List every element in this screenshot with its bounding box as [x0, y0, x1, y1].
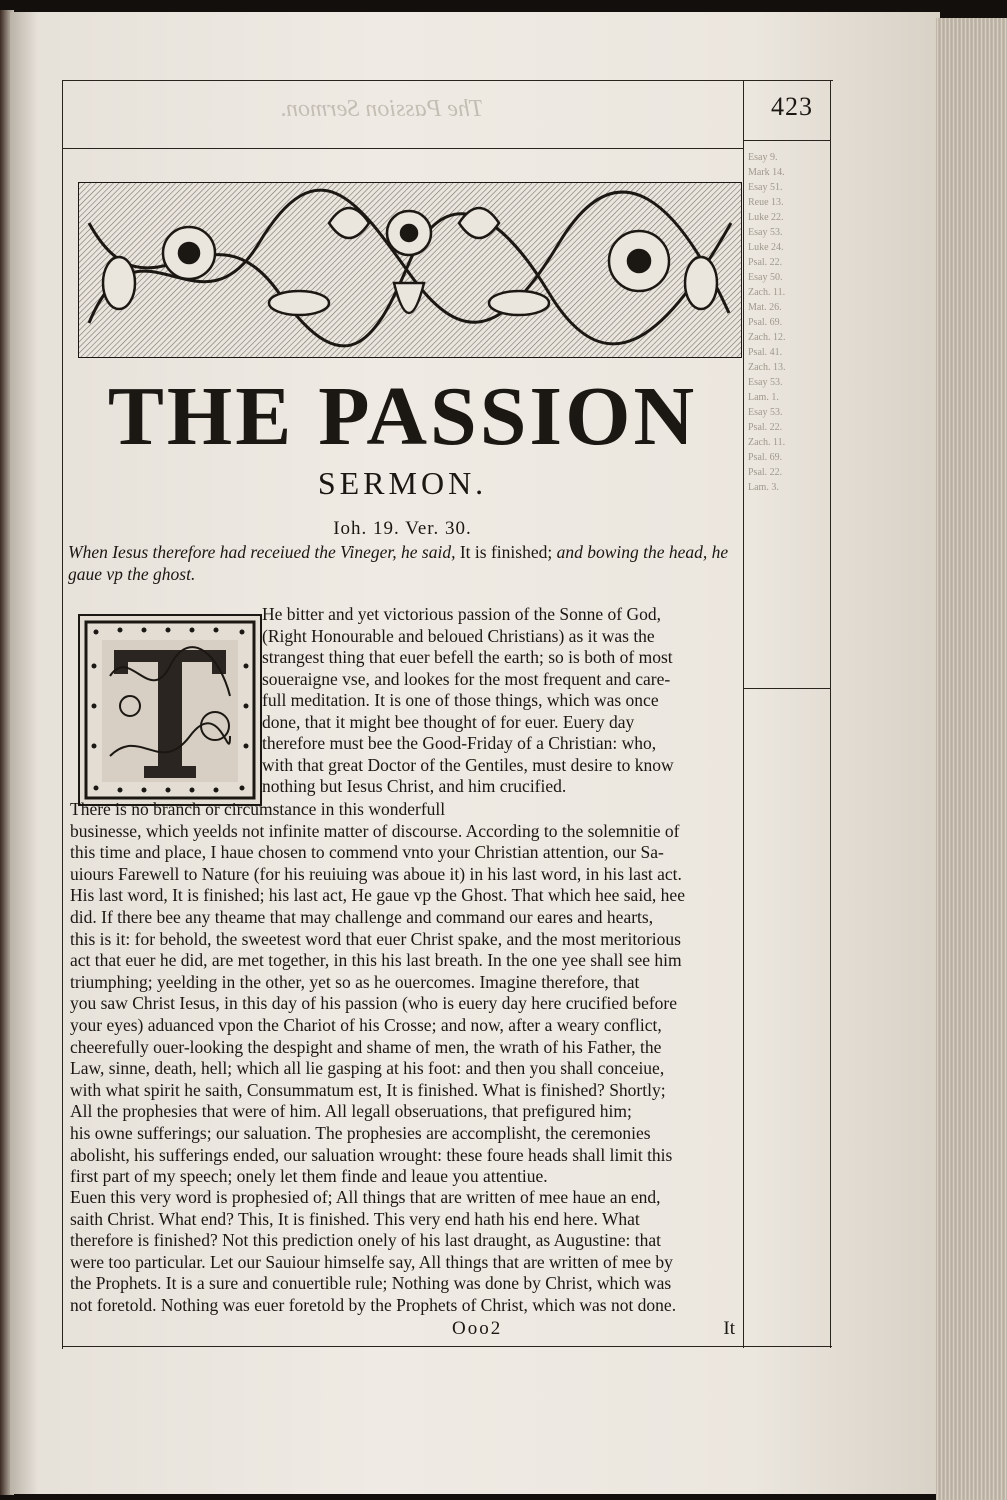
margin-note: Lam. 3. [748, 482, 779, 493]
margin-note: Luke 24. [748, 242, 784, 253]
text-line: He bitter and yet victorious passion of the Sonne of God, [262, 604, 662, 624]
signature-mark: Ooo2 [452, 1318, 503, 1339]
text-line: the Prophets. It is a sure and conuertible rule; Nothing was done by Christ, which was [70, 1273, 672, 1294]
text-line: not foretold. Nothing was euer foretold by the Prophets of Christ, which was not done. [70, 1294, 677, 1315]
text-line: done, that it might bee thought of for euer. Euery day [262, 711, 635, 732]
text-line: with what spirit he saith, Consummatum est, It is finished. What is finished? Shortly; [70, 1079, 666, 1100]
text-line: therefore must bee the Good-Friday of a Christian: who, [262, 733, 657, 753]
verse-part-a: When Iesus therefore had receiued the Vineger, he said, [68, 542, 456, 562]
text-line: triumphing; yeelding in the other, yet so as he ouercomes. Imagine therefore, that [70, 971, 640, 992]
catchword: It [723, 1318, 735, 1339]
body-paragraph-two [70, 1187, 740, 1317]
margin-note: Esay 9. [748, 152, 778, 163]
text-line: first part of my speech; onely let them finde and leaue you attentiue. [70, 1166, 548, 1187]
text-line: were too particular. Let our Sauiour himselfe say, All things that are written of mee by [70, 1251, 673, 1272]
floral-headpiece-ornament [78, 182, 742, 358]
page-fore-edge [936, 18, 1007, 1500]
scripture-verse [68, 541, 740, 585]
text-line: abolisht, his sufferings ended, our saluation wrought: these foure heads shall limit this [70, 1144, 673, 1165]
text-line: full meditation. It is one of those things, which was once [262, 690, 659, 710]
text-line: you saw Christ Iesus, in this day of his passion (who is euery day here crucified before [70, 993, 678, 1014]
text-line: strangest thing that euer befell the earth; so is both of most [262, 647, 673, 667]
text-line: soueraigne vse, and lookes for the most frequent and care- [262, 668, 671, 689]
margin-note: Esay 53. [748, 227, 783, 238]
text-line: Law, sinne, death, hell; which all lie gasping at his foot: and then you shall conceiue, [70, 1058, 665, 1079]
decorated-initial-t [78, 614, 262, 806]
text-line: this is it: for behold, the sweetest word that euer Christ spake, and the most meritorious [70, 928, 681, 949]
text-line: (Right Honourable and beloued Christians) as it was the [262, 625, 655, 646]
text-line: Euen this very word is prophesied of; All things that are written of mee haue an end, [70, 1187, 661, 1207]
margin-note: Mat. 26. [748, 302, 782, 313]
sermon-subtitle: SERMON. [317, 465, 488, 501]
text-line: therefore is finished? Not this prediction onely of his last draught, as Augustine: that [70, 1230, 661, 1251]
margin-note: Zach. 11. [748, 287, 786, 298]
page-footer [62, 1318, 743, 1344]
text-line: his owne sufferings; our saluation. The prophesies are accomplisht, the ceremonies [70, 1122, 651, 1143]
header-rule [62, 148, 743, 149]
margin-note: Esay 51. [748, 182, 783, 193]
margin-column-rule [830, 80, 831, 1348]
text-line: nothing but Iesus Christ, and him crucified. [262, 776, 567, 796]
margin-note-rule [743, 688, 831, 689]
text-line: this time and place, I haue chosen to commend vnto your Christian attention, our Sa- [70, 842, 664, 863]
verse-part-b: It is finished; [455, 542, 557, 562]
margin-note: Lam. 1. [748, 392, 779, 403]
margin-note: Esay 50. [748, 272, 783, 283]
text-line: saith Christ. What end? This, It is finished. This very end hath his end here. What [70, 1208, 640, 1229]
margin-note: Psal. 22. [748, 467, 783, 478]
margin-note: Mark 14. [748, 167, 785, 178]
margin-note: Psal. 69. [748, 452, 783, 463]
margin-note: Zach. 13. [748, 362, 786, 373]
verse-part-c: and bowing the head, he gaue vp the ghost. [68, 542, 729, 584]
margin-note: Psal. 22. [748, 422, 783, 433]
margin-note: Esay 53. [748, 407, 783, 418]
sermon-title: THE PASSION [107, 370, 698, 463]
text-line: There is no branch or circumstance in this wonderfull [70, 799, 446, 819]
margin-note: Luke 22. [748, 212, 784, 223]
text-column-rule [743, 80, 744, 1348]
footer-rule [62, 1346, 832, 1347]
margin-note: Zach. 11. [748, 437, 786, 448]
bleed-through-header: The Passion Sermon. [280, 96, 484, 122]
body-paragraph-one [70, 799, 740, 1188]
text-line: act that euer he did, are met together, in this his last breath. In the one yee shall see him [70, 950, 682, 971]
text-line: did. If there bee any theame that may challenge and command our eares and hearts, [70, 906, 654, 927]
opening-paragraph [262, 604, 740, 798]
margin-note: Reue 13. [748, 197, 784, 208]
text-line: uiours Farewell to Nature (for his reuiuing was aboue it) in his last word, in his last act. [70, 863, 682, 884]
page-number: 423 [771, 92, 813, 121]
margin-note: Psal. 41. [748, 347, 783, 358]
margin-note: Psal. 22. [748, 257, 783, 268]
text-line: cheerefully ouer-looking the despight and shame of men, the wrath of his Father, the [70, 1036, 662, 1057]
text-line: All the prophesies that were of him. All legall obseruations, that prefigured him; [70, 1101, 632, 1122]
margin-note: Zach. 12. [748, 332, 786, 343]
text-line: His last word, It is finished; his last act, He gaue vp the Ghost. That which hee said, hee [70, 885, 685, 906]
text-line: businesse, which yeelds not infinite matter of discourse. According to the solemnitie of [70, 820, 680, 841]
text-line: your eyes) aduanced vpon the Chariot of his Crosse; and now, after a weary conflict, [70, 1014, 662, 1035]
scripture-reference: Ioh. 19. Ver. 30. [333, 518, 472, 539]
bleed-through-margin-notes [748, 150, 828, 495]
margin-note: Psal. 69. [748, 317, 783, 328]
margin-note: Esay 53. [748, 377, 783, 388]
header-rule-margin [743, 140, 831, 141]
text-line: with that great Doctor of the Gentiles, must desire to know [262, 754, 674, 775]
